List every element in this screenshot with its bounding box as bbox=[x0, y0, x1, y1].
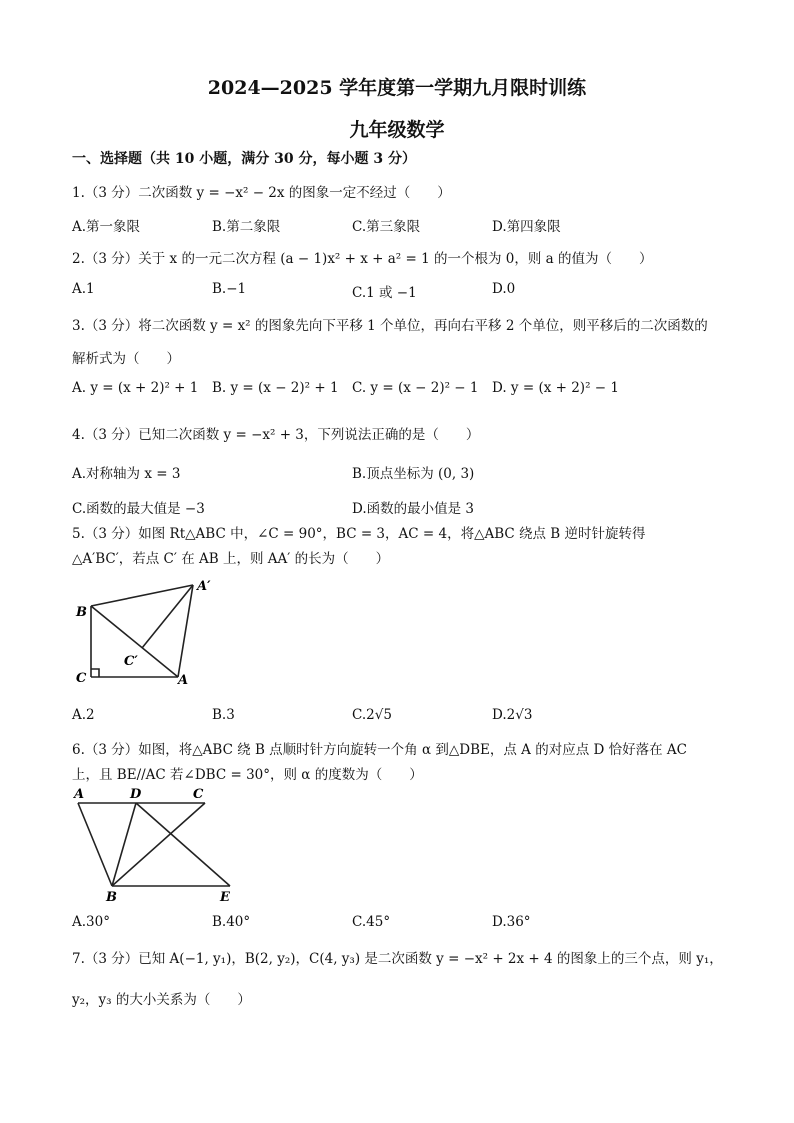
question-6-figure bbox=[72, 788, 242, 908]
exam-title: 2024—2025 学年度第一学期九月限时训练 bbox=[207, 77, 587, 99]
question-5-stem-line1: 5.（3 分）如图 Rt△ABC 中，∠C = 90°，BC = 3，AC = 4，将△ABC 绕点 B 逆时针旋转得 bbox=[72, 526, 646, 542]
question-1-stem: 1.（3 分）二次函数 y = −x² − 2x 的图象一定不经过（ ） bbox=[72, 185, 451, 201]
question-5-option-b: B.3 bbox=[212, 707, 235, 723]
exam-subtitle: 九年级数学 bbox=[349, 119, 445, 141]
question-5-figure bbox=[72, 572, 222, 692]
question-1-option-a: A.第一象限 bbox=[72, 219, 141, 235]
question-3-stem-line1: 3.（3 分）将二次函数 y = x² 的图象先向下平移 1 个单位，再向右平移 2 个单位，则平移后的二次函数的 bbox=[72, 318, 708, 334]
label-c-prime: C′ bbox=[124, 654, 138, 669]
label-c: C bbox=[76, 671, 87, 686]
question-6-stem-line1: 6.（3 分）如图，将△ABC 绕 B 点顺时针方向旋转一个角 α 到△DBE，点 A 的对应点 D 恰好落在 AC bbox=[72, 742, 687, 758]
question-5-option-c: C.2√5 bbox=[352, 707, 392, 723]
question-4-stem: 4.（3 分）已知二次函数 y = −x² + 3，下列说法正确的是（ ） bbox=[72, 427, 480, 443]
question-4-option-a: A.对称轴为 x = 3 bbox=[72, 466, 181, 482]
question-7-stem-line1: 7.（3 分）已知 A(−1, y₁)，B(2, y₂)，C(4, y₃) 是二次函数 y = −x² + 2x + 4 的图象上的三个点，则 y₁， bbox=[72, 951, 723, 967]
label-d: D bbox=[130, 788, 142, 802]
question-1-option-d: D.第四象限 bbox=[492, 219, 561, 235]
question-6-option-d: D.36° bbox=[492, 914, 531, 930]
label-c: C bbox=[193, 788, 204, 802]
question-5-option-d: D.2√3 bbox=[492, 707, 533, 723]
label-b: B bbox=[76, 605, 87, 620]
question-2-option-b: B.−1 bbox=[212, 281, 247, 297]
question-6-option-b: B.40° bbox=[212, 914, 251, 930]
question-2-stem: 2.（3 分）关于 x 的一元二次方程 (a − 1)x² + x + a² = 1 的一个根为 0，则 a 的值为（ ） bbox=[72, 251, 653, 267]
segment-bc bbox=[112, 803, 205, 886]
question-3-option-a: A. y = (x + 2)² + 1 bbox=[72, 380, 199, 396]
question-5-stem-line2: △A′BC′，若点 C′ 在 AB 上，则 AA′ 的长为（ ） bbox=[72, 551, 390, 567]
question-5-option-a: A.2 bbox=[72, 707, 95, 723]
segment-de bbox=[136, 803, 230, 886]
question-6-stem-line2: 上，且 BE//AC 若∠DBC = 30°，则 α 的度数为（ ） bbox=[72, 767, 423, 783]
segment-aa-prime bbox=[178, 585, 193, 677]
question-2-option-c: C.1 或 −1 bbox=[352, 285, 417, 301]
question-2-option-d: D.0 bbox=[492, 281, 516, 297]
question-4-option-b: B.顶点坐标为 (0, 3) bbox=[352, 466, 475, 482]
question-1-option-b: B.第二象限 bbox=[212, 219, 281, 235]
label-b: B bbox=[106, 890, 117, 905]
question-3-stem-line2: 解析式为（ ） bbox=[72, 351, 180, 367]
label-e: E bbox=[220, 890, 230, 905]
question-3-option-b: B. y = (x − 2)² + 1 bbox=[212, 380, 339, 396]
question-1-option-c: C.第三象限 bbox=[352, 219, 421, 235]
label-a: A bbox=[74, 788, 85, 802]
question-7-stem-line2: y₂，y₃ 的大小关系为（ ） bbox=[72, 992, 251, 1008]
question-6-option-c: C.45° bbox=[352, 914, 391, 930]
segment-bd bbox=[112, 803, 136, 886]
question-4-option-c: C.函数的最大值是 −3 bbox=[72, 501, 205, 517]
question-6-option-a: A.30° bbox=[72, 914, 110, 930]
question-2-option-a: A.1 bbox=[72, 281, 95, 297]
right-angle-mark bbox=[91, 669, 99, 677]
question-3-option-d: D. y = (x + 2)² − 1 bbox=[492, 380, 619, 396]
label-a: A bbox=[178, 673, 189, 688]
label-a-prime: A′ bbox=[197, 579, 211, 594]
section-heading: 一、选择题（共 10 小题，满分 30 分，每小题 3 分） bbox=[72, 151, 416, 167]
segment-ab bbox=[78, 803, 112, 886]
question-3-option-c: C. y = (x − 2)² − 1 bbox=[352, 380, 479, 396]
question-4-option-d: D.函数的最小值是 3 bbox=[352, 501, 475, 517]
